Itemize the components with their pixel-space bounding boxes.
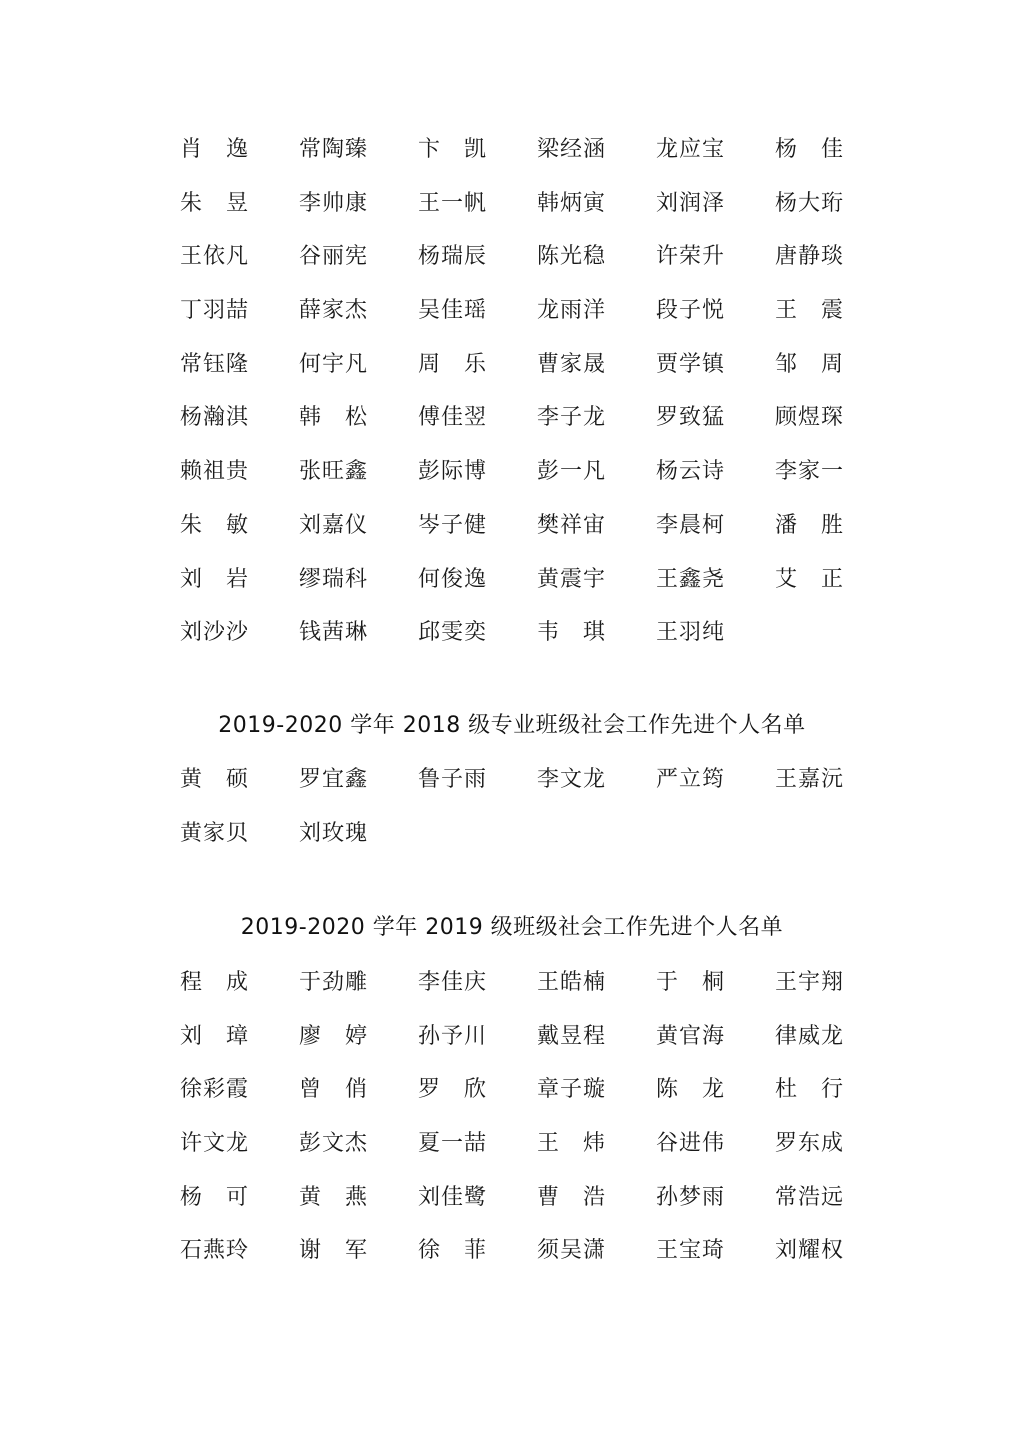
- person-name: 龙 雨 洋: [537, 298, 605, 324]
- person-name: 许 荣 升: [656, 244, 724, 270]
- person-name: 于 桐: [656, 970, 724, 995]
- person-name: 王 一 帆: [418, 190, 486, 216]
- person-name: 韩 炳 寅: [537, 190, 605, 216]
- person-name: 刘 佳 鹭: [418, 1184, 486, 1210]
- person-name: 谷 进 伟: [656, 1131, 724, 1157]
- person-name: 唐 静 琰: [775, 244, 843, 270]
- person-name: 律 威 龙: [775, 1023, 843, 1049]
- person-name: 王 皓 楠: [537, 970, 605, 995]
- person-name: 刘 耀 权: [775, 1238, 843, 1264]
- person-name: 何 俊 逸: [418, 566, 486, 592]
- person-name: 贾 学 镇: [656, 351, 724, 377]
- person-name: 王 羽 纯: [656, 620, 724, 646]
- person-name: 谢 军: [299, 1238, 367, 1264]
- person-name: 陈 龙: [656, 1077, 724, 1103]
- person-name: 何 宇 凡: [299, 351, 367, 377]
- person-name: 刘 沙 沙: [180, 620, 248, 646]
- person-name: 刘 岩: [180, 566, 248, 592]
- person-name: 黄 官 海: [656, 1023, 724, 1049]
- person-name: 杨 瀚 淇: [180, 405, 248, 431]
- person-name: 彭 一 凡: [537, 459, 605, 485]
- person-name: 刘 璋: [180, 1023, 248, 1049]
- person-name: 王 鑫 尧: [656, 566, 724, 592]
- person-name: 杨 瑞 辰: [418, 244, 486, 270]
- person-name: 戴 昱 程: [537, 1023, 605, 1049]
- person-name: 杨 大 珩: [775, 190, 843, 216]
- person-name: 韦 琪: [537, 620, 605, 646]
- person-name: 赖 祖 贵: [180, 459, 248, 485]
- person-name: 杜 行: [775, 1077, 843, 1103]
- person-name: 王 震: [775, 298, 843, 324]
- person-name: 李 文 龙: [537, 767, 605, 792]
- person-name: 曹 浩: [537, 1184, 605, 1210]
- person-name: 石 燕 玲: [180, 1238, 248, 1264]
- person-name: 岑 子 健: [418, 512, 486, 538]
- person-name: 黄 燕: [299, 1184, 367, 1210]
- person-name: 刘 嘉 仪: [299, 512, 367, 538]
- person-name: 杨 云 诗: [656, 459, 724, 485]
- person-name: 梁 经 涵: [537, 137, 605, 162]
- section-2-title: 2019-2020 学年 2018 级专业班级社会工作先进个人名单: [218, 713, 806, 738]
- person-name: 罗 东 成: [775, 1131, 843, 1157]
- person-name: 夏 一 喆: [418, 1131, 486, 1157]
- person-name: 李 家 一: [775, 459, 843, 485]
- person-name: 艾 正: [775, 566, 843, 592]
- person-name: 李 佳 庆: [418, 970, 486, 995]
- person-name: 缪 瑞 科: [299, 566, 367, 592]
- person-name: 曹 家 晟: [537, 351, 605, 377]
- person-name: 彭 文 杰: [299, 1131, 367, 1157]
- person-name: 杨 佳: [775, 137, 843, 162]
- person-name: 曾 俏: [299, 1077, 367, 1103]
- name-list-section-2: [180, 767, 860, 874]
- person-name: 樊 祥 宙: [537, 512, 605, 538]
- person-name: 卞 凯: [418, 137, 486, 162]
- person-name: 朱 昱: [180, 190, 248, 216]
- person-name: 鲁 子 雨: [418, 767, 486, 792]
- person-name: 李 帅 康: [299, 190, 367, 216]
- person-name: 罗 致 猛: [656, 405, 724, 431]
- section-3-title: 2019-2020 学年 2019 级班级社会工作先进个人名单: [240, 915, 784, 940]
- person-name: 韩 松: [299, 405, 367, 431]
- person-name: 于 劲 雕: [299, 970, 367, 995]
- person-name: 刘 润 泽: [656, 190, 724, 216]
- person-name: 邹 周: [775, 351, 843, 377]
- name-list-section-3: [180, 970, 860, 1292]
- person-name: 王 宇 翔: [775, 970, 843, 995]
- person-name: 常 陶 臻: [299, 137, 367, 162]
- person-name: 顾 煜 琛: [775, 405, 843, 431]
- person-name: 朱 敏: [180, 512, 248, 538]
- person-name: 罗 宜 鑫: [299, 767, 367, 792]
- person-name: 徐 菲: [418, 1238, 486, 1264]
- person-name: 李 子 龙: [537, 405, 605, 431]
- person-name: 龙 应 宝: [656, 137, 724, 162]
- person-name: 周 乐: [418, 351, 486, 377]
- person-name: 薛 家 杰: [299, 298, 367, 324]
- person-name: 王 炜: [537, 1131, 605, 1157]
- person-name: 张 旺 鑫: [299, 459, 367, 485]
- person-name: 潘 胜: [775, 512, 843, 538]
- person-name: 章 子 璇: [537, 1077, 605, 1103]
- person-name: 刘 玫 瑰: [299, 820, 367, 846]
- person-name: 邱 雯 奕: [418, 620, 486, 646]
- person-name: 黄 家 贝: [180, 820, 248, 846]
- person-name: 罗 欣: [418, 1077, 486, 1103]
- person-name: 杨 可: [180, 1184, 248, 1210]
- person-name: 陈 光 稳: [537, 244, 605, 270]
- person-name: 廖 婷: [299, 1023, 367, 1049]
- person-name: 严 立 筠: [656, 767, 724, 792]
- person-name: 肖 逸: [180, 137, 248, 162]
- person-name: 孙 梦 雨: [656, 1184, 724, 1210]
- person-name: 须 吴 潇: [537, 1238, 605, 1264]
- person-name: 彭 际 博: [418, 459, 486, 485]
- person-name: 孙 予 川: [418, 1023, 486, 1049]
- name-list-section-1: [180, 137, 860, 674]
- person-name: 李 晨 柯: [656, 512, 724, 538]
- person-name: 钱 茜 琳: [299, 620, 367, 646]
- person-name: 段 子 悦: [656, 298, 724, 324]
- person-name: 黄 硕: [180, 767, 248, 792]
- person-name: 许 文 龙: [180, 1131, 248, 1157]
- person-name: 王 依 凡: [180, 244, 248, 270]
- person-name: 吴 佳 瑶: [418, 298, 486, 324]
- person-name: 傅 佳 翌: [418, 405, 486, 431]
- person-name: 常 浩 远: [775, 1184, 843, 1210]
- person-name: 王 嘉 沅: [775, 767, 843, 792]
- person-name: 常 钰 隆: [180, 351, 248, 377]
- person-name: 丁 羽 喆: [180, 298, 248, 324]
- person-name: 程 成: [180, 970, 248, 995]
- person-name: 王 宝 琦: [656, 1238, 724, 1264]
- person-name: 徐 彩 霞: [180, 1077, 248, 1103]
- person-name: 谷 丽 宪: [299, 244, 367, 270]
- person-name: 黄 震 宇: [537, 566, 605, 592]
